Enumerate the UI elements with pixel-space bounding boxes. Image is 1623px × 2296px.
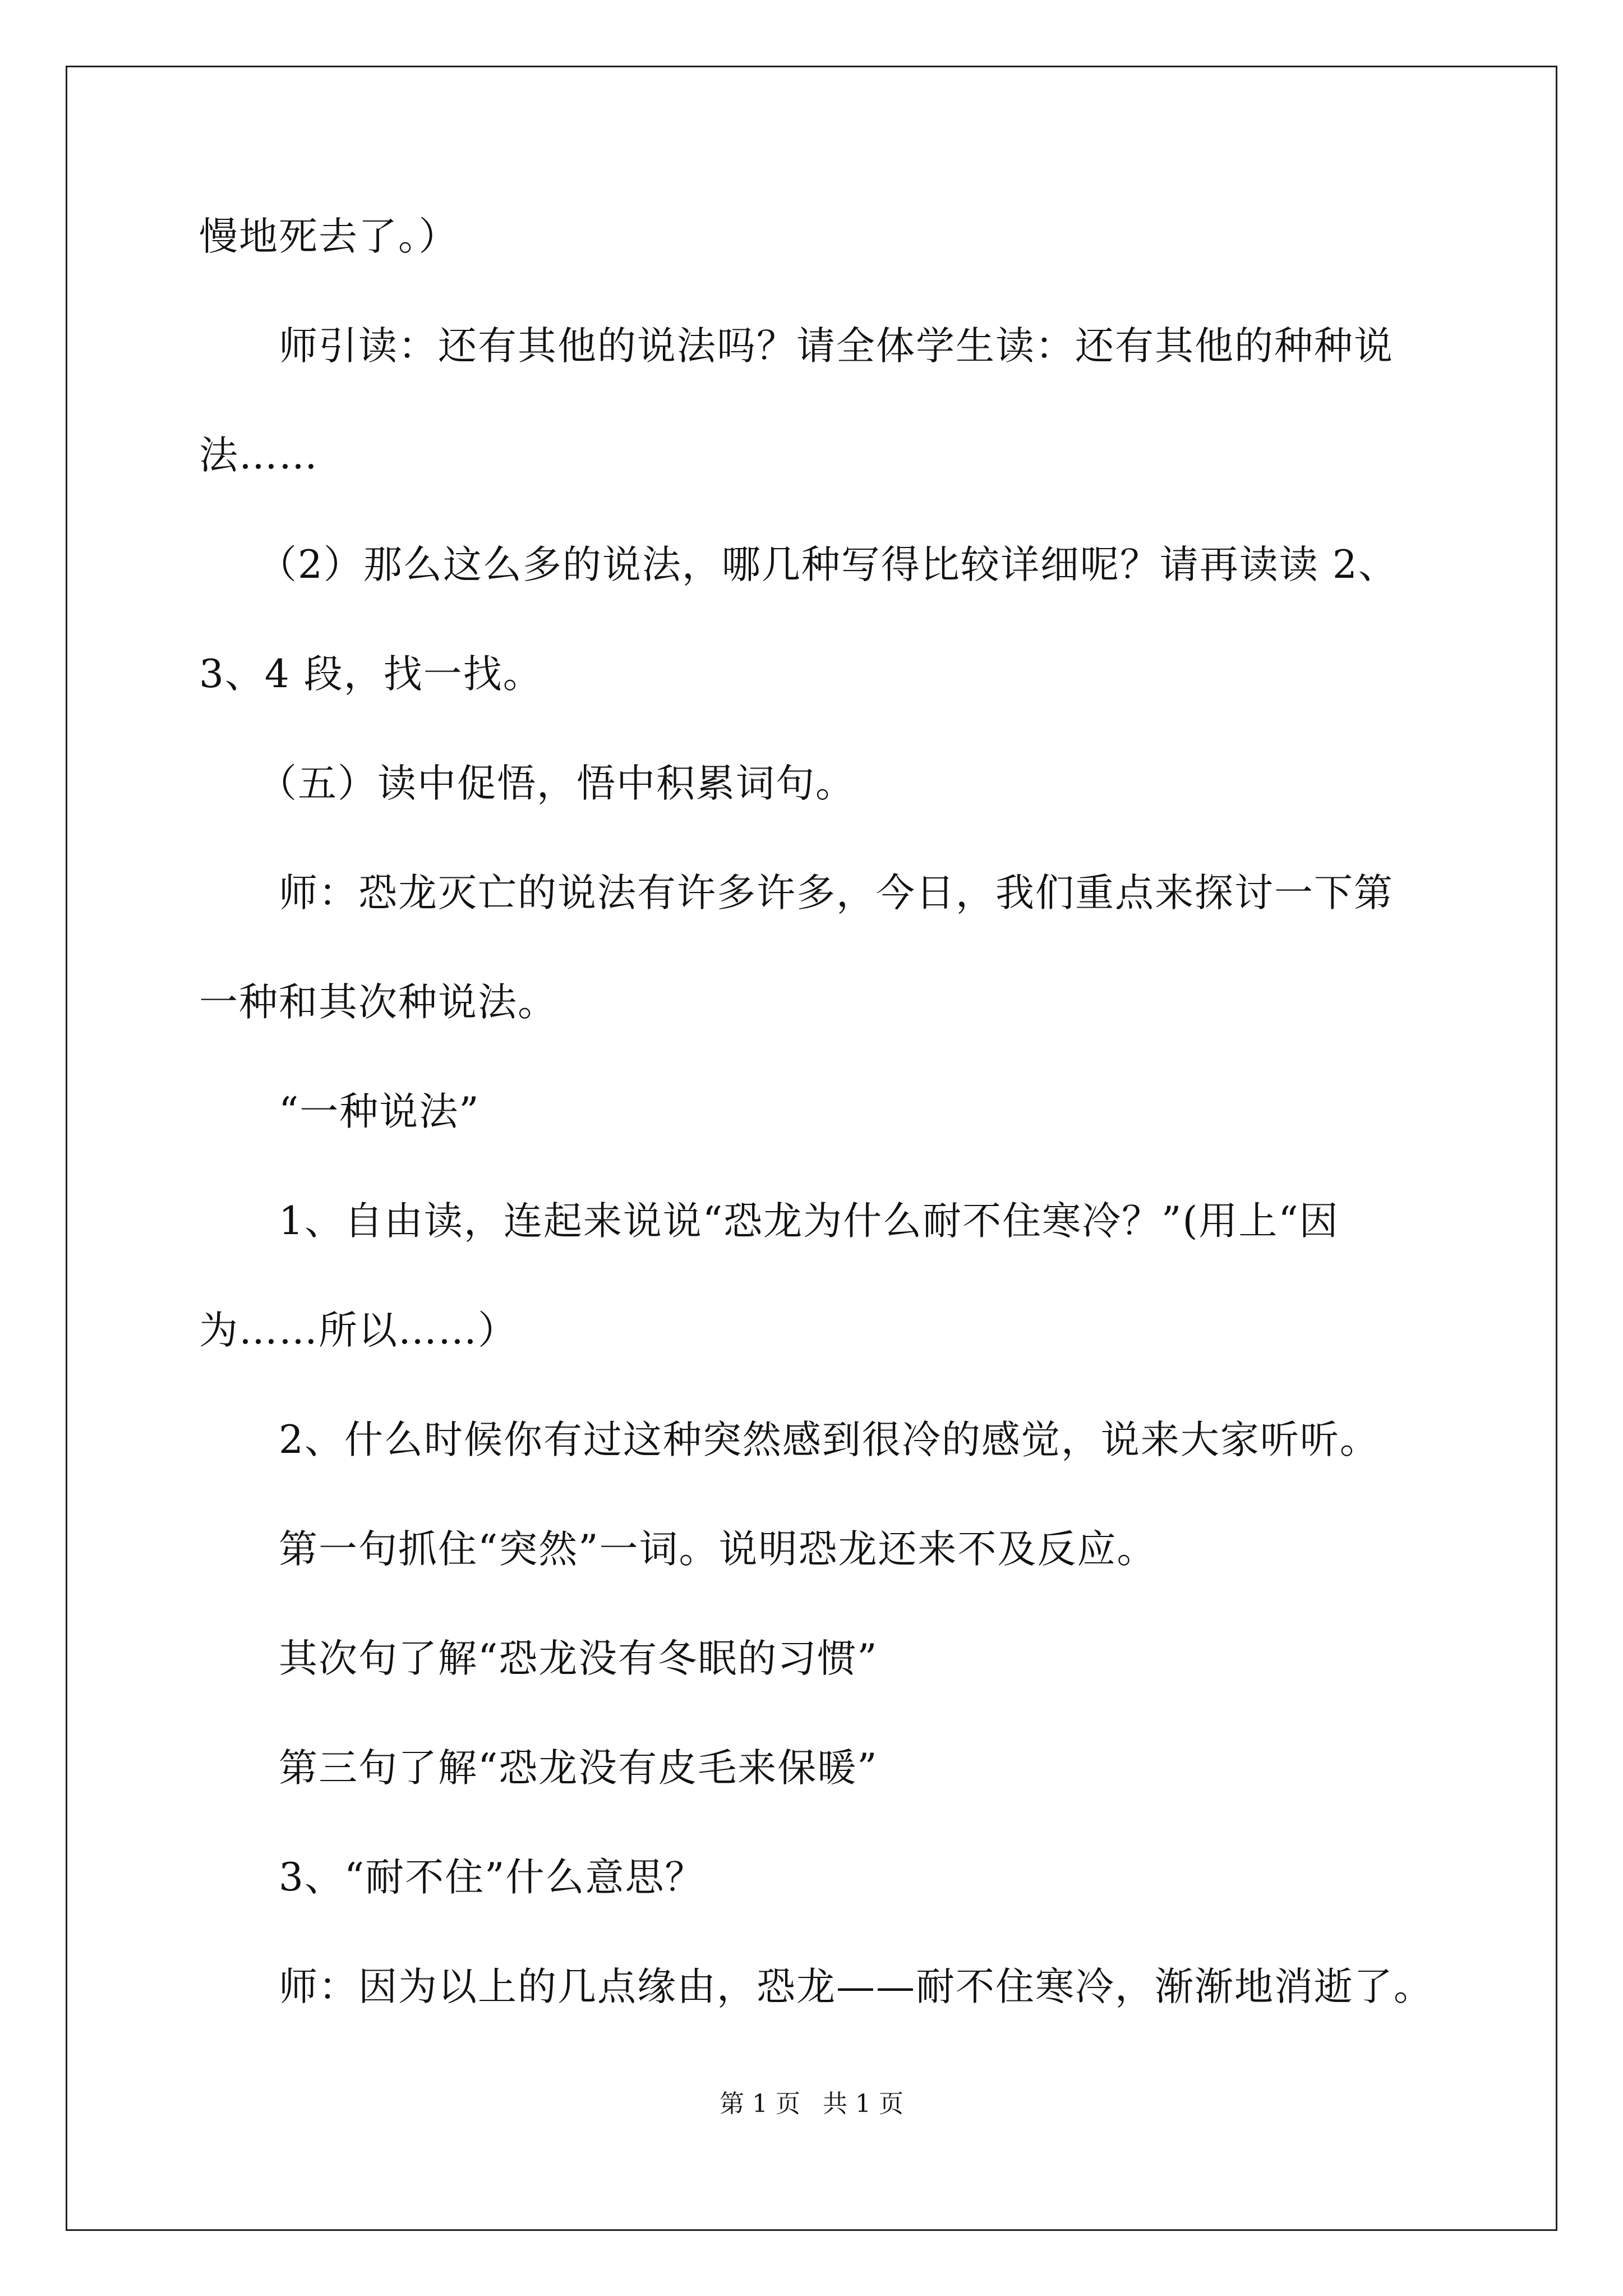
page-total: 共 1 页 [823,2090,903,2118]
text-line-10: 1、自由读，连起来说说“恐龙为什么耐不住寒冷？”(用上“因 [279,1199,1339,1244]
page-footer [0,2090,1623,2119]
text-line-8: 一种和其次种说法。 [199,980,557,1025]
text-line-1: 慢地死去了。） [199,214,459,259]
text-line-5: 3、4 段，找一找。 [199,652,543,697]
text-line-16: 3、“耐不住”什么意思？ [279,1855,705,1900]
page-number: 第 1 页 [720,2090,800,2118]
text-line-15: 第三句了解“恐龙没有皮毛来保暖” [279,1746,878,1791]
text-line-9: “一种说法” [279,1089,480,1134]
text-line-14: 其次句了解“恐龙没有冬眠的习惯” [279,1636,878,1681]
text-line-17: 师：因为以上的几点缘由，恐龙——耐不住寒冷，渐渐地消逝了。 [279,1964,1433,2009]
text-line-6: （五）读中促悟，悟中积累词句。 [258,761,855,806]
text-line-11: 为……所以……） [199,1308,518,1353]
text-line-12: 2、什么时候你有过这种突然感到很冷的感觉，说来大家听听。 [279,1418,1380,1462]
text-line-3: 法…… [199,433,319,478]
text-line-2: 师引读：还有其他的说法吗？请全体学生读：还有其他的种种说 [279,324,1394,369]
page-border [66,66,1557,2231]
text-line-13: 第一句抓住“突然”一词。说明恐龙还来不及反应。 [279,1527,1157,1572]
text-line-4: （2）那么这么多的说法，哪几种写得比较详细呢？请再读读 2、 [258,542,1398,587]
text-line-7: 师：恐龙灭亡的说法有许多许多，今日，我们重点来探讨一下第 [279,871,1394,915]
